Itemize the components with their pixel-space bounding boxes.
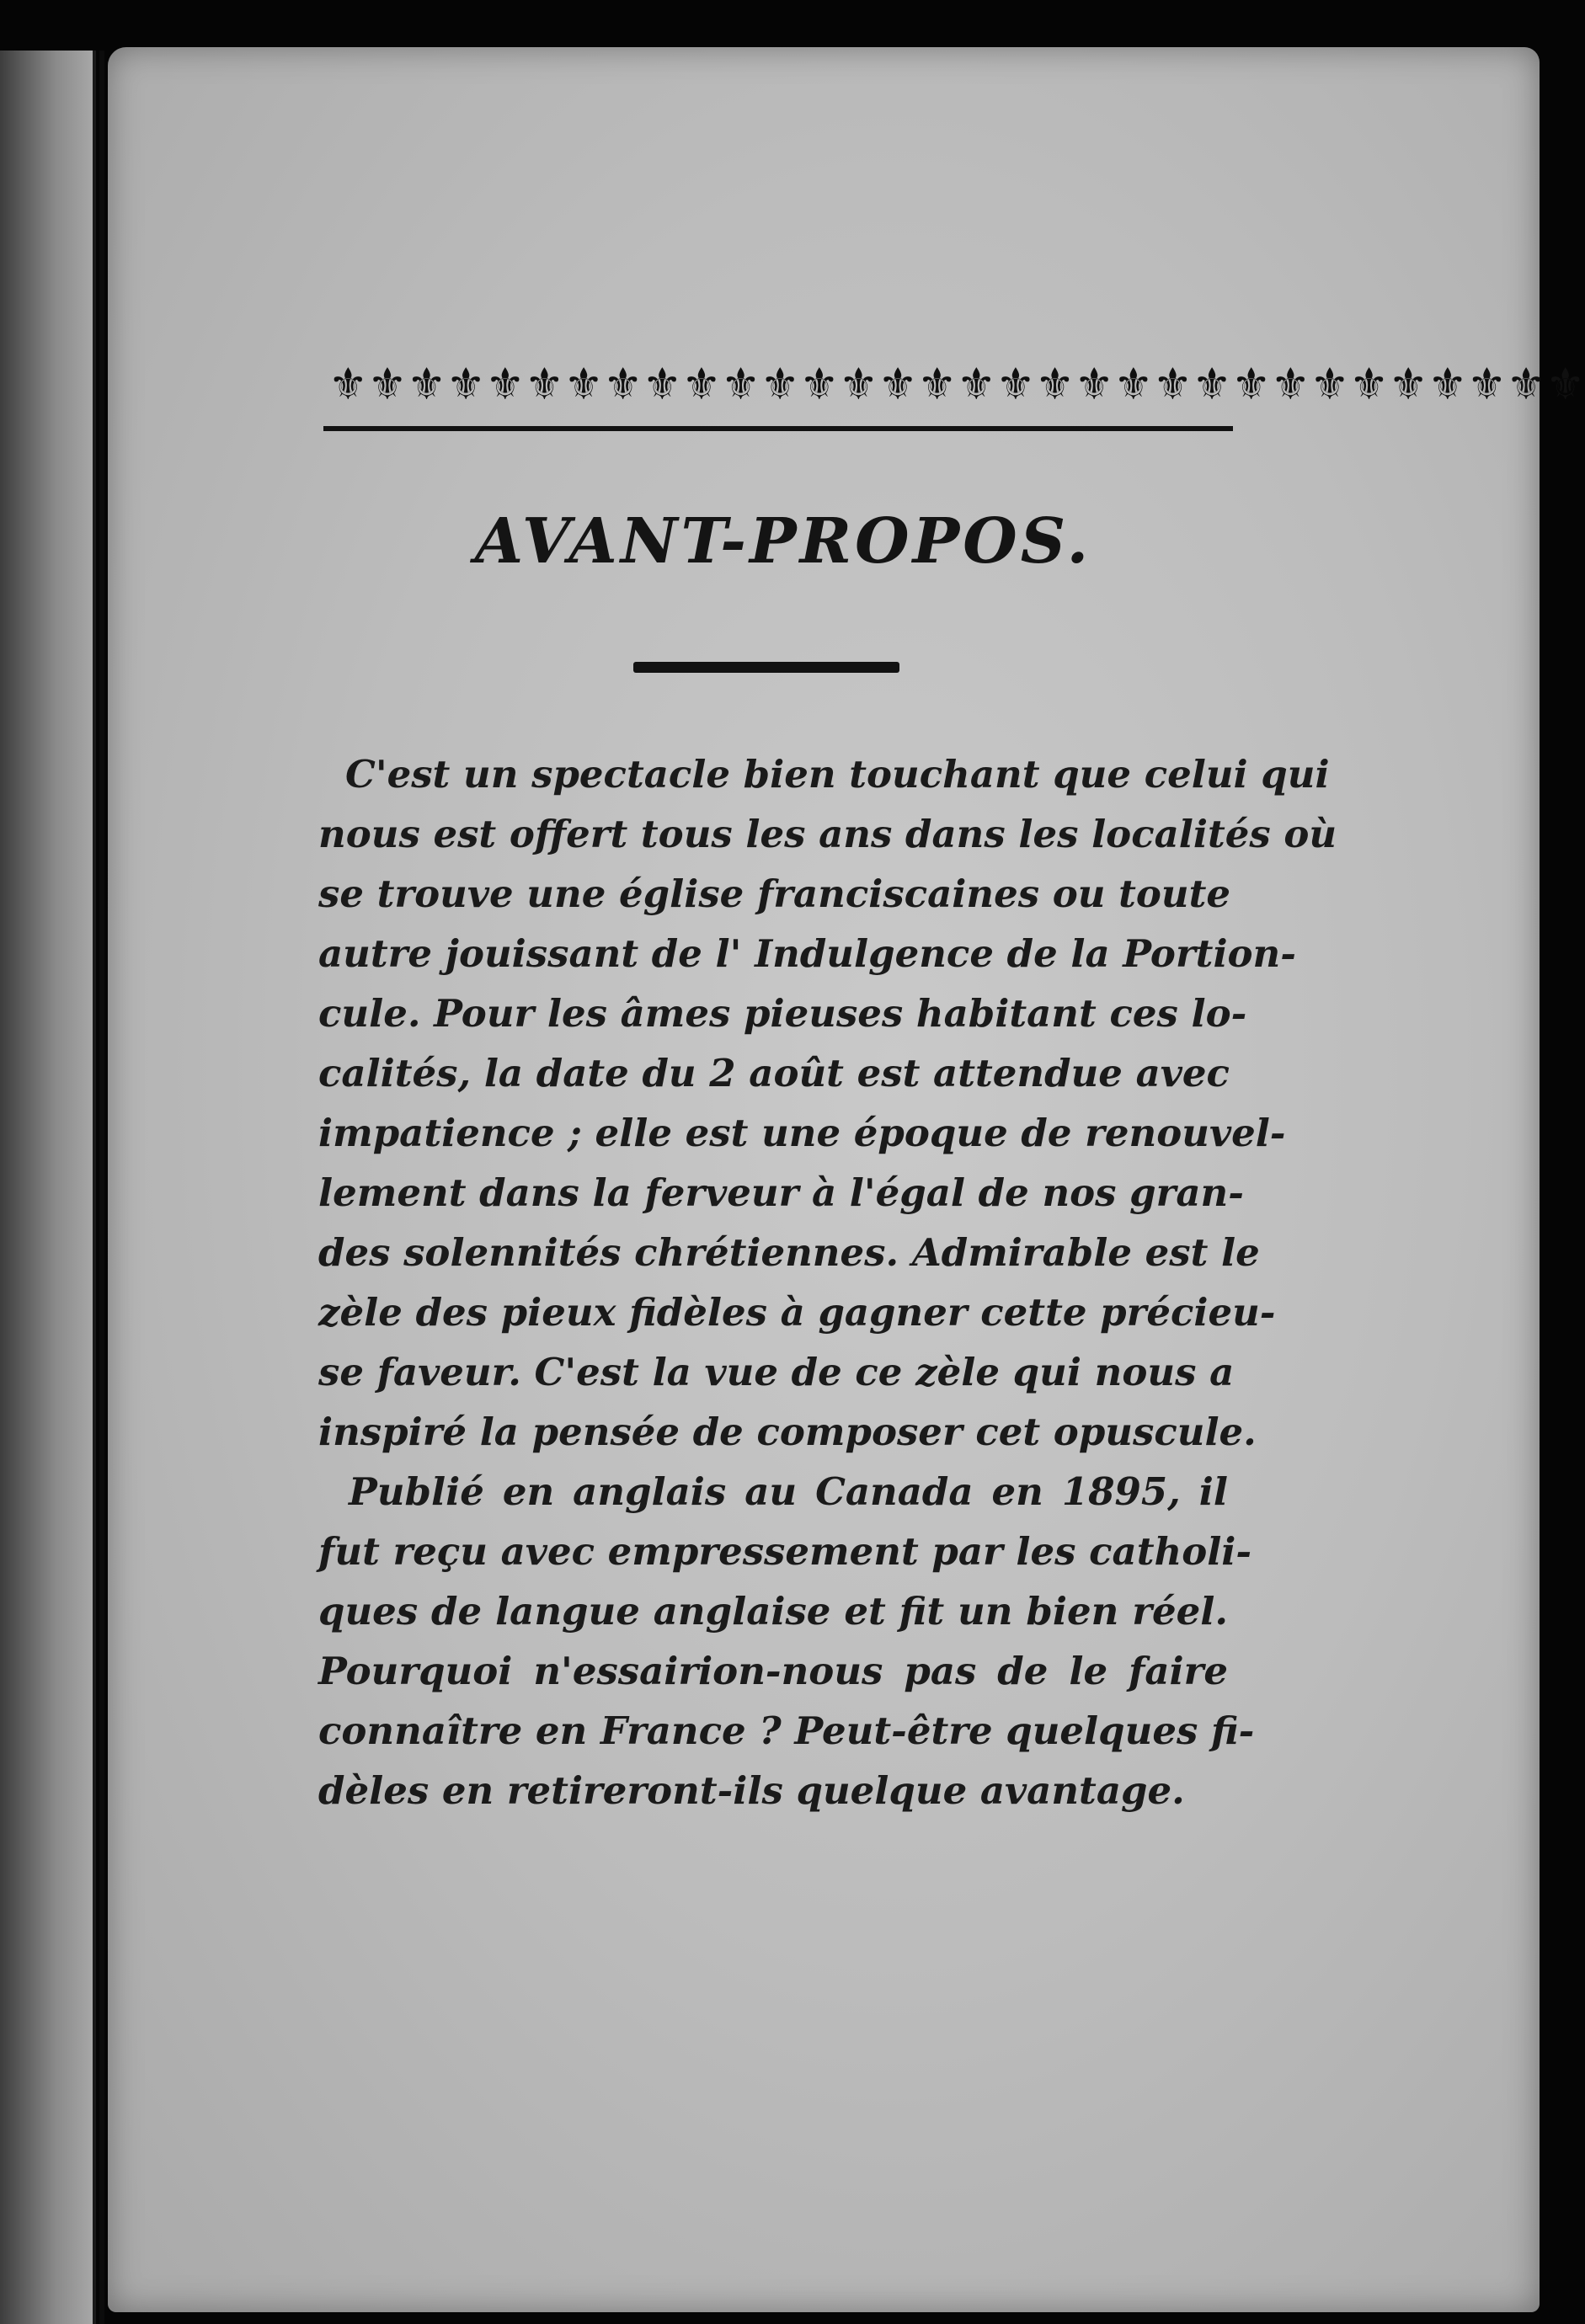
- fleur-de-lis-icon: ⚜: [799, 360, 840, 410]
- fleur-de-lis-icon: ⚜: [446, 360, 486, 410]
- fleur-de-lis-icon: ⚜: [1271, 360, 1310, 410]
- fleur-de-lis-icon: ⚜: [995, 360, 1036, 410]
- fleur-de-lis-icon: ⚜: [367, 360, 408, 410]
- text-line: calités, la date du 2 août est attendue avec: [318, 1051, 1230, 1095]
- fleur-de-lis-border: [328, 352, 1585, 418]
- fleur-de-lis-icon: ⚜: [525, 360, 564, 410]
- fleur-de-lis-icon: ⚜: [1231, 360, 1271, 410]
- facing-page-edge: [0, 51, 96, 2324]
- ornament-rule: [323, 426, 1233, 431]
- fleur-de-lis-icon: ⚜: [643, 360, 682, 410]
- fleur-de-lis-icon: ⚜: [760, 360, 800, 410]
- text-line: inspiré la pensée de composer cet opuscule.: [318, 1410, 1257, 1454]
- text-line: ques de langue anglaise et fit un bien réel.: [318, 1589, 1228, 1634]
- fleur-de-lis-icon: ⚜: [1388, 360, 1428, 410]
- fleur-de-lis-icon: ⚜: [1545, 360, 1585, 410]
- page-title: AVANT-PROPOS.: [474, 505, 1092, 578]
- text-line: nous est offert tous les ans dans les localités où: [318, 812, 1337, 856]
- text-line: C'est un spectacle bien touchant que celui qui: [345, 752, 1330, 797]
- fleur-de-lis-icon: ⚜: [1035, 360, 1075, 410]
- fleur-de-lis-icon: ⚜: [721, 360, 760, 410]
- foreword-text: [318, 744, 1337, 1820]
- fleur-de-lis-icon: ⚜: [603, 360, 643, 410]
- text-line: des solennités chrétiennes. Admirable est le: [318, 1230, 1260, 1275]
- text-line: dèles en retireront-ils quelque avantage.: [318, 1768, 1185, 1813]
- fleur-de-lis-icon: ⚜: [1192, 360, 1232, 410]
- fleur-de-lis-icon: ⚜: [563, 360, 604, 410]
- text-line: autre jouissant de l' Indulgence de la Portion-: [318, 931, 1296, 976]
- fleur-de-lis-icon: ⚜: [1153, 360, 1193, 410]
- text-line: cule. Pour les âmes pieuses habitant ces lo-: [318, 991, 1247, 1036]
- text-line: se trouve une église franciscaines ou toute: [318, 872, 1231, 916]
- fleur-de-lis-icon: ⚜: [1310, 360, 1350, 410]
- text-line: zèle des pieux fidèles à gagner cette précieu-: [318, 1290, 1276, 1335]
- fleur-de-lis-icon: ⚜: [407, 360, 446, 410]
- fleur-de-lis-icon: ⚜: [1428, 360, 1468, 410]
- fleur-de-lis-icon: ⚜: [485, 360, 526, 410]
- fleur-de-lis-icon: ⚜: [917, 360, 957, 410]
- book-gutter: [99, 51, 104, 2324]
- fleur-de-lis-icon: ⚜: [328, 360, 368, 410]
- fleur-de-lis-icon: ⚜: [839, 360, 878, 410]
- fleur-de-lis-icon: ⚜: [957, 360, 996, 410]
- text-line: se faveur. C'est la vue de ce zèle qui nous a: [318, 1350, 1235, 1394]
- text-line: lement dans la ferveur à l'égal de nos gran-: [318, 1170, 1244, 1215]
- fleur-de-lis-icon: ⚜: [1074, 360, 1114, 410]
- fleur-de-lis-icon: ⚜: [1506, 360, 1546, 410]
- fleur-de-lis-icon: ⚜: [1349, 360, 1389, 410]
- text-line: impatience ; elle est une époque de renouvel-: [318, 1111, 1286, 1155]
- fleur-de-lis-icon: ⚜: [1467, 360, 1507, 410]
- text-line: connaître en France ? Peut-être quelques fi-: [318, 1708, 1255, 1753]
- title-underline-rule: [633, 662, 899, 673]
- text-line: Publié en anglais au Canada en 1895, il: [349, 1469, 1228, 1514]
- text-line: Pourquoi n'essairion-nous pas de le faire: [318, 1649, 1228, 1693]
- fleur-de-lis-icon: ⚜: [681, 360, 722, 410]
- fleur-de-lis-icon: ⚜: [1113, 360, 1154, 410]
- text-line: fut reçu avec empressement par les catholi-: [318, 1529, 1252, 1574]
- fleur-de-lis-icon: ⚜: [878, 360, 918, 410]
